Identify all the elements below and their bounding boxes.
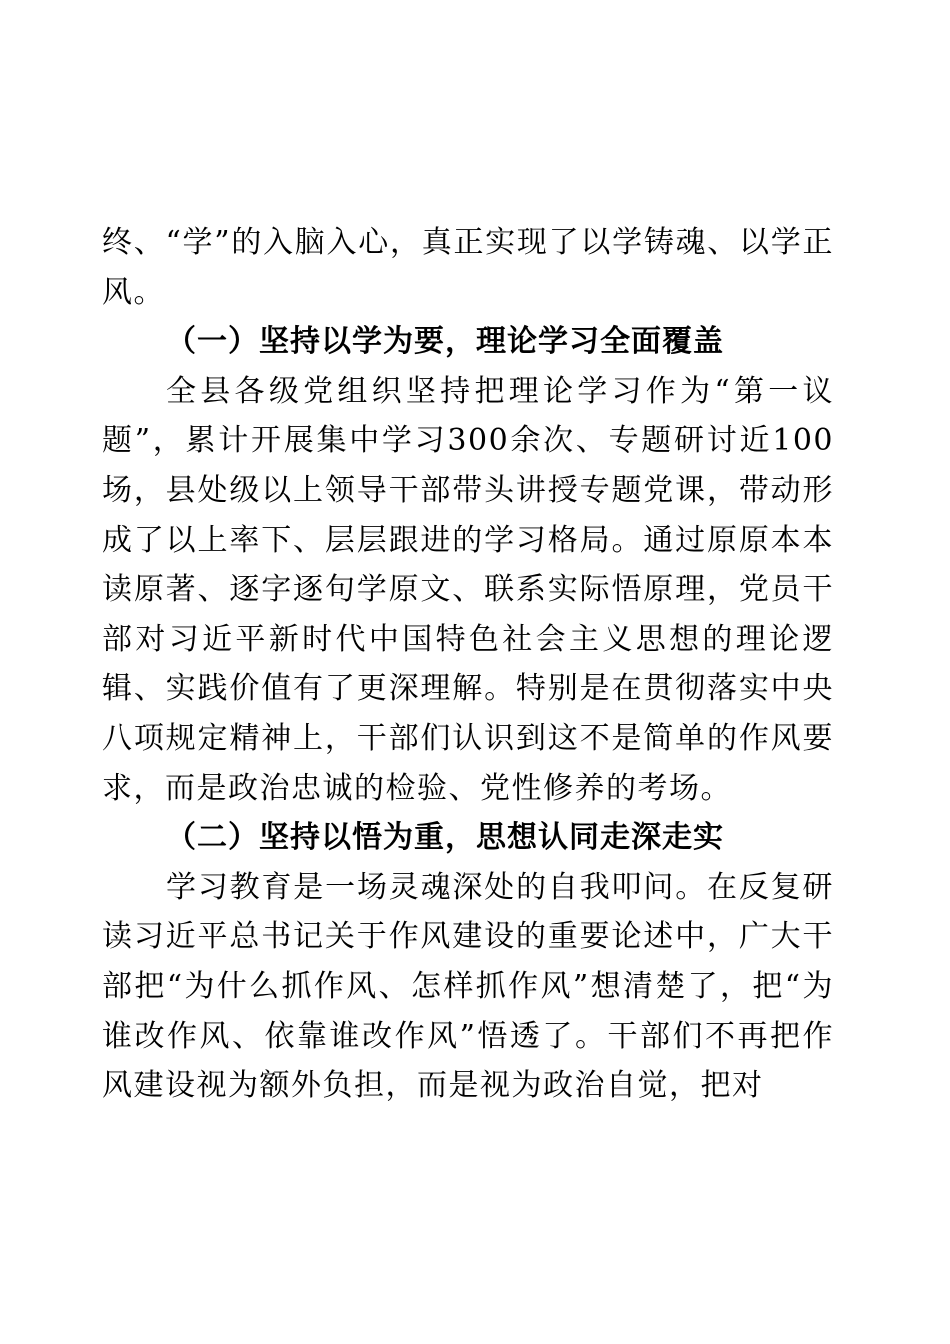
section-heading-2: （二）坚持以悟为重，思想认同走深走实 [166, 820, 724, 856]
document-body [102, 218, 834, 1111]
paragraph-ideological-understanding: 学习教育是一场灵魂深处的自我叩问。在反复研读习近平总书记关于作风建设的重要论述中，广大干部把“为什么抓作风、怎样抓作风”想清楚了，把“为谁改作风、依靠谁改作风”悟透了。干部们不再把作风建设视为额外负担，而是视为政治自觉，把对 [102, 869, 834, 1104]
paragraph-continuation: 终、“学”的入脑入心，真正实现了以学铸魂、以学正风。 [102, 225, 834, 310]
paragraph-theory-study: 全县各级党组织坚持把理论学习作为“第一议题”，累计开展集中学习300余次、专题研讨近100场，县处级以上领导干部带头讲授专题党课，带动形成了以上率下、层层跟进的学习格局。通过原原本本读原著、逐字逐句学原文、联系实际悟原理，党员干部对习近平新时代中国特色社会主义思想的理论逻辑、实践价值有了更深理解。特别是在贯彻落实中央八项规定精神上，干部们认识到这不是简单的作风要求，而是政治忠诚的检验、党性修养的考场。 [102, 373, 834, 806]
section-heading-1: （一）坚持以学为要，理论学习全面覆盖 [166, 324, 724, 360]
